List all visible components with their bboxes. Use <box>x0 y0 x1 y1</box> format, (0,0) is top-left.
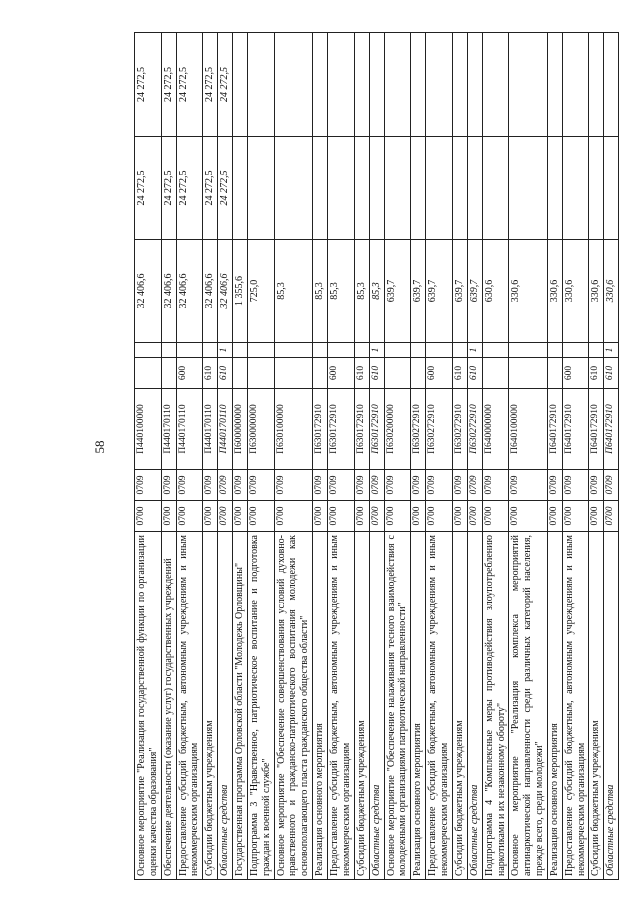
expense-type-cell <box>312 358 327 389</box>
expense-type-cell <box>411 358 426 389</box>
target-article-cell: П630172910 <box>312 389 327 470</box>
subsection-code-cell: 0709 <box>547 470 562 501</box>
subsection-code-cell: 0709 <box>509 470 547 501</box>
subsection-code-cell: 0709 <box>452 470 467 501</box>
funding-source-cell <box>509 343 547 358</box>
amount-year2-cell <box>547 137 562 240</box>
amount-year2-cell <box>452 137 467 240</box>
subsection-code-cell: 0709 <box>467 470 482 501</box>
expense-type-cell <box>509 358 547 389</box>
amount-year2-cell <box>274 137 312 240</box>
target-article-cell: П640172910 <box>604 389 619 470</box>
section-code-cell: 0700 <box>274 501 312 532</box>
subsection-code-cell: 0709 <box>161 470 176 501</box>
row-name-cell: Субсидии бюджетным учреждениям <box>589 532 604 880</box>
amount-year1-cell: 639,7 <box>467 240 482 343</box>
funding-source-cell: 1 <box>604 343 619 358</box>
amount-year1-cell: 639,7 <box>426 240 453 343</box>
subsection-code-cell: 0709 <box>426 470 453 501</box>
funding-source-cell <box>203 343 218 358</box>
funding-source-cell: 1 <box>467 343 482 358</box>
amount-year2-cell <box>247 137 274 240</box>
amount-year3-cell <box>384 33 411 137</box>
row-name-cell: Предоставление субсидий бюджетным, автономным учреждениям и иным некоммерческим организациям <box>426 532 453 880</box>
amount-year2-cell <box>411 137 426 240</box>
expense-type-cell <box>274 358 312 389</box>
table-row <box>218 33 233 880</box>
target-article-cell: П630272910 <box>452 389 467 470</box>
amount-year1-cell: 32 406,6 <box>176 240 203 343</box>
section-code-cell: 0700 <box>354 501 369 532</box>
target-article-cell: П630172910 <box>369 389 384 470</box>
target-article-cell: П640000000 <box>482 389 509 470</box>
target-article-cell: П630000000 <box>247 389 274 470</box>
section-code-cell: 0700 <box>161 501 176 532</box>
amount-year1-cell: 330,6 <box>589 240 604 343</box>
section-code-cell: 0700 <box>312 501 327 532</box>
funding-source-cell <box>161 343 176 358</box>
amount-year3-cell <box>247 33 274 137</box>
amount-year1-cell: 32 406,6 <box>218 240 233 343</box>
amount-year3-cell <box>452 33 467 137</box>
amount-year1-cell: 639,7 <box>411 240 426 343</box>
funding-source-cell <box>327 343 354 358</box>
row-name-cell: Основное мероприятие "Реализация государственной функции по организации оценки качества образования" <box>135 532 162 880</box>
funding-source-cell <box>274 343 312 358</box>
amount-year1-cell: 32 406,6 <box>135 240 162 343</box>
funding-source-cell <box>247 343 274 358</box>
funding-source-cell <box>354 343 369 358</box>
amount-year2-cell: 24 272,5 <box>161 137 176 240</box>
expense-type-cell: 610 <box>604 358 619 389</box>
amount-year2-cell <box>562 137 589 240</box>
amount-year2-cell <box>589 137 604 240</box>
funding-source-cell: 1 <box>369 343 384 358</box>
table-row <box>161 33 176 880</box>
amount-year1-cell: 639,7 <box>452 240 467 343</box>
amount-year3-cell <box>482 33 509 137</box>
funding-source-cell <box>312 343 327 358</box>
row-name-cell: Реализация основного мероприятия <box>547 532 562 880</box>
section-code-cell: 0700 <box>247 501 274 532</box>
expense-type-cell: 610 <box>203 358 218 389</box>
section-code-cell: 0700 <box>232 501 247 532</box>
amount-year1-cell: 330,6 <box>604 240 619 343</box>
amount-year3-cell <box>369 33 384 137</box>
amount-year3-cell <box>604 33 619 137</box>
expense-type-cell <box>247 358 274 389</box>
funding-source-cell <box>232 343 247 358</box>
amount-year2-cell <box>354 137 369 240</box>
table-body <box>135 33 619 880</box>
amount-year3-cell <box>467 33 482 137</box>
amount-year1-cell: 330,6 <box>562 240 589 343</box>
subsection-code-cell: 0709 <box>203 470 218 501</box>
expense-type-cell: 610 <box>369 358 384 389</box>
rotated-page-content <box>134 33 626 880</box>
table-row <box>589 33 604 880</box>
row-name-cell: Реализация основного мероприятия <box>411 532 426 880</box>
section-code-cell: 0700 <box>135 501 162 532</box>
target-article-cell: П630200000 <box>384 389 411 470</box>
amount-year2-cell <box>232 137 247 240</box>
table-row <box>426 33 453 880</box>
amount-year1-cell: 32 406,6 <box>203 240 218 343</box>
amount-year1-cell: 85,3 <box>327 240 354 343</box>
funding-source-cell <box>547 343 562 358</box>
funding-source-cell <box>135 343 162 358</box>
section-code-cell: 0700 <box>369 501 384 532</box>
amount-year2-cell: 24 272,5 <box>218 137 233 240</box>
table-row <box>547 33 562 880</box>
subsection-code-cell: 0709 <box>604 470 619 501</box>
funding-source-cell <box>562 343 589 358</box>
funding-source-cell <box>384 343 411 358</box>
target-article-cell: П630172910 <box>327 389 354 470</box>
table-row <box>203 33 218 880</box>
subsection-code-cell: 0709 <box>312 470 327 501</box>
section-code-cell: 0700 <box>604 501 619 532</box>
target-article-cell: П630272910 <box>467 389 482 470</box>
expense-type-cell: 610 <box>589 358 604 389</box>
subsection-code-cell: 0709 <box>589 470 604 501</box>
subsection-code-cell: 0709 <box>274 470 312 501</box>
row-name-cell: Областные средства <box>604 532 619 880</box>
expense-type-cell: 610 <box>218 358 233 389</box>
section-code-cell: 0700 <box>509 501 547 532</box>
amount-year2-cell: 24 272,5 <box>203 137 218 240</box>
table-row <box>411 33 426 880</box>
target-article-cell: П440170110 <box>161 389 176 470</box>
table-row <box>369 33 384 880</box>
row-name-cell: Основное мероприятие "Обеспечение налаживания тесного взаимодействия с молодежными организациями патриотической направленности" <box>384 532 411 880</box>
expense-type-cell: 610 <box>467 358 482 389</box>
table-row <box>232 33 247 880</box>
section-code-cell: 0700 <box>482 501 509 532</box>
row-name-cell: Субсидии бюджетным учреждениям <box>452 532 467 880</box>
subsection-code-cell: 0709 <box>384 470 411 501</box>
subsection-code-cell: 0709 <box>218 470 233 501</box>
expense-type-cell <box>161 358 176 389</box>
amount-year3-cell <box>411 33 426 137</box>
row-name-cell: Субсидии бюджетным учреждениям <box>203 532 218 880</box>
amount-year3-cell <box>426 33 453 137</box>
section-code-cell: 0700 <box>589 501 604 532</box>
amount-year3-cell <box>327 33 354 137</box>
target-article-cell: П630100000 <box>274 389 312 470</box>
target-article-cell: П630172910 <box>354 389 369 470</box>
row-name-cell: Субсидии бюджетным учреждениям <box>354 532 369 880</box>
amount-year3-cell <box>589 33 604 137</box>
amount-year1-cell: 85,3 <box>369 240 384 343</box>
amount-year2-cell <box>509 137 547 240</box>
amount-year2-cell: 24 272,5 <box>176 137 203 240</box>
amount-year1-cell: 85,3 <box>312 240 327 343</box>
funding-source-cell <box>411 343 426 358</box>
amount-year3-cell <box>274 33 312 137</box>
amount-year1-cell: 85,3 <box>274 240 312 343</box>
table-row <box>135 33 162 880</box>
section-code-cell: 0700 <box>562 501 589 532</box>
section-code-cell: 0700 <box>411 501 426 532</box>
section-code-cell: 0700 <box>203 501 218 532</box>
amount-year1-cell: 1 355,6 <box>232 240 247 343</box>
target-article-cell: П630272910 <box>411 389 426 470</box>
row-name-cell: Основное мероприятие "Обеспечение совершенствования условий духовно-нравственного и гражданско-патриотического воспитания молодежи как основополагающего пласта гражданского общества области" <box>274 532 312 880</box>
table-row <box>176 33 203 880</box>
amount-year2-cell <box>482 137 509 240</box>
section-code-cell: 0700 <box>176 501 203 532</box>
row-name-cell: Областные средства <box>218 532 233 880</box>
target-article-cell: П440170110 <box>176 389 203 470</box>
amount-year3-cell <box>509 33 547 137</box>
amount-year2-cell <box>312 137 327 240</box>
row-name-cell: Областные средства <box>369 532 384 880</box>
amount-year1-cell: 32 406,6 <box>161 240 176 343</box>
row-name-cell: Обеспечение деятельности (оказание услуг) государственных учреждений <box>161 532 176 880</box>
row-name-cell: Основное мероприятие "Реализация комплекса мероприятий антинаркотической направленности среди различных категорий населения, прежде всего, среди молодежи" <box>509 532 547 880</box>
funding-source-cell <box>176 343 203 358</box>
expense-type-cell: 610 <box>354 358 369 389</box>
expense-type-cell: 600 <box>327 358 354 389</box>
funding-source-cell <box>452 343 467 358</box>
amount-year2-cell <box>327 137 354 240</box>
table-row <box>327 33 354 880</box>
amount-year2-cell <box>426 137 453 240</box>
table-row <box>482 33 509 880</box>
row-name-cell: Областные средства <box>467 532 482 880</box>
section-code-cell: 0700 <box>218 501 233 532</box>
section-code-cell: 0700 <box>452 501 467 532</box>
subsection-code-cell: 0709 <box>176 470 203 501</box>
amount-year3-cell <box>354 33 369 137</box>
table-row <box>354 33 369 880</box>
amount-year3-cell <box>562 33 589 137</box>
expense-type-cell <box>482 358 509 389</box>
target-article-cell: П630272910 <box>426 389 453 470</box>
amount-year2-cell <box>384 137 411 240</box>
amount-year2-cell: 24 272,5 <box>135 137 162 240</box>
funding-source-cell <box>482 343 509 358</box>
target-article-cell: П640100000 <box>509 389 547 470</box>
target-article-cell: П600000000 <box>232 389 247 470</box>
section-code-cell: 0700 <box>384 501 411 532</box>
section-code-cell: 0700 <box>467 501 482 532</box>
expense-type-cell: 600 <box>176 358 203 389</box>
amount-year1-cell: 330,6 <box>547 240 562 343</box>
subsection-code-cell: 0709 <box>369 470 384 501</box>
amount-year3-cell: 24 272,5 <box>135 33 162 137</box>
subsection-code-cell: 0709 <box>232 470 247 501</box>
amount-year3-cell <box>232 33 247 137</box>
section-code-cell: 0700 <box>426 501 453 532</box>
table-row <box>452 33 467 880</box>
row-name-cell: Предоставление субсидий бюджетным, автономным учреждениям и иным некоммерческим организациям <box>176 532 203 880</box>
amount-year3-cell <box>312 33 327 137</box>
target-article-cell: П640172910 <box>589 389 604 470</box>
table-row <box>274 33 312 880</box>
expense-type-cell <box>547 358 562 389</box>
expense-type-cell <box>232 358 247 389</box>
row-name-cell: Подпрограмма 4 "Комплексные меры противодействия злоупотреблению наркотиками и их незаконному обороту" <box>482 532 509 880</box>
amount-year1-cell: 725,0 <box>247 240 274 343</box>
target-article-cell: П640172910 <box>562 389 589 470</box>
expense-type-cell <box>384 358 411 389</box>
expense-type-cell: 600 <box>426 358 453 389</box>
funding-source-cell: 1 <box>218 343 233 358</box>
subsection-code-cell: 0709 <box>327 470 354 501</box>
row-name-cell: Подпрограмма 3 "Нравственное, патриотическое воспитание и подготовка граждан к военной службе" <box>247 532 274 880</box>
funding-source-cell <box>589 343 604 358</box>
funding-source-cell <box>426 343 453 358</box>
table-row <box>562 33 589 880</box>
target-article-cell: П440100000 <box>135 389 162 470</box>
amount-year1-cell: 85,3 <box>354 240 369 343</box>
table-row <box>604 33 619 880</box>
expense-type-cell: 600 <box>562 358 589 389</box>
amount-year3-cell: 24 272,5 <box>218 33 233 137</box>
amount-year1-cell: 330,6 <box>509 240 547 343</box>
amount-year3-cell: 24 272,5 <box>176 33 203 137</box>
table-row <box>312 33 327 880</box>
amount-year2-cell <box>467 137 482 240</box>
row-name-cell: Реализация основного мероприятия <box>312 532 327 880</box>
amount-year2-cell <box>369 137 384 240</box>
table-row <box>384 33 411 880</box>
subsection-code-cell: 0709 <box>247 470 274 501</box>
subsection-code-cell: 0709 <box>562 470 589 501</box>
target-article-cell: П440170110 <box>203 389 218 470</box>
subsection-code-cell: 0709 <box>135 470 162 501</box>
amount-year2-cell <box>604 137 619 240</box>
subsection-code-cell: 0709 <box>354 470 369 501</box>
row-name-cell: Предоставление субсидий бюджетным, автономным учреждениям и иным некоммерческим организациям <box>327 532 354 880</box>
amount-year3-cell <box>547 33 562 137</box>
amount-year1-cell: 639,7 <box>384 240 411 343</box>
amount-year3-cell: 24 272,5 <box>161 33 176 137</box>
subsection-code-cell: 0709 <box>482 470 509 501</box>
budget-table <box>134 32 619 880</box>
target-article-cell: П640172910 <box>547 389 562 470</box>
expense-type-cell <box>135 358 162 389</box>
target-article-cell: П440170110 <box>218 389 233 470</box>
section-code-cell: 0700 <box>547 501 562 532</box>
row-name-cell: Предоставление субсидий бюджетным, автономным учреждениям и иным некоммерческим организациям <box>562 532 589 880</box>
expense-type-cell: 610 <box>452 358 467 389</box>
table-row <box>467 33 482 880</box>
amount-year1-cell: 630,6 <box>482 240 509 343</box>
page-number: 58 <box>92 440 107 454</box>
table-row <box>247 33 274 880</box>
section-code-cell: 0700 <box>327 501 354 532</box>
subsection-code-cell: 0709 <box>411 470 426 501</box>
amount-year3-cell: 24 272,5 <box>203 33 218 137</box>
row-name-cell: Государственная программа Орловской области "Молодежь Орловщины" <box>232 532 247 880</box>
table-row <box>509 33 547 880</box>
